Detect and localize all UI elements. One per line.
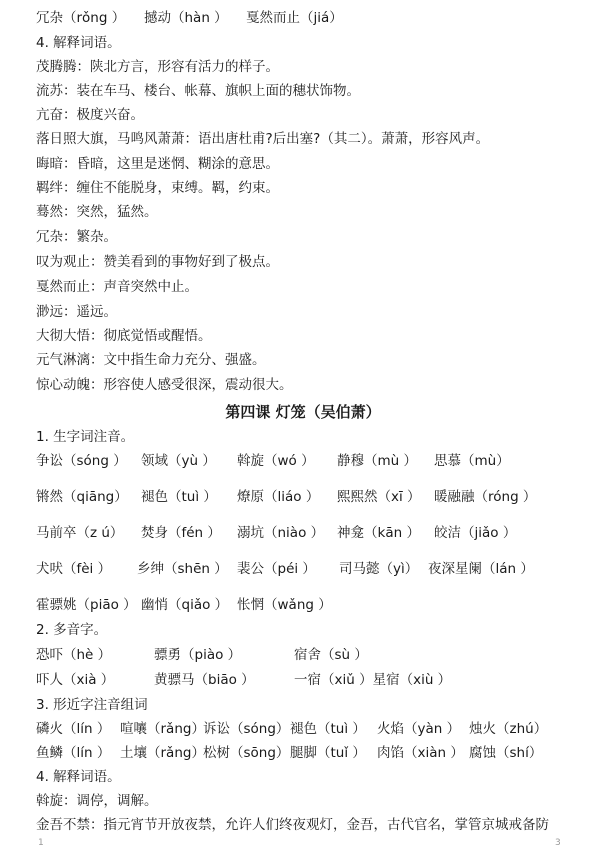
phonetic-item: 戛然而止（jiá） [246,10,343,26]
section-heading: 2. 多音字。 [36,622,108,638]
phonetic-item: 燎原（liáo ） [237,489,320,505]
definition-line: 金吾不禁：指元宵节开放夜禁，允许人们终夜观灯，金吾，古代官名，掌管京城戒备防 [36,817,549,833]
phonetic-item: 领域（yù ） [141,453,216,469]
phonetic-item: 斡旋（wó ） [237,453,315,469]
phonetic-item: 司马懿（yì） [339,561,419,577]
definition-line: 渺远：遥远。 [36,304,117,320]
polyphone-item: 一宿（xiǔ ）星宿（xiù ） [294,672,452,688]
phonetic-item: 裴公（péi ） [237,561,316,577]
polyphone-item: 宿舍（sù ） [294,647,368,663]
phonetic-item: 犬吠（fèi ） [36,561,112,577]
similar-char-item: 肉馅（xiàn ） [377,745,464,761]
phonetic-item: 幽悄（qiǎo ） [141,597,229,613]
page-number-left: 1 [38,838,44,848]
definition-line: 晦暗：昏暗，这里是迷惘、糊涂的意思。 [36,156,279,172]
polyphone-item: 恐吓（hè ） [36,647,112,663]
similar-char-item: 土壤（rǎng） [120,745,205,761]
phonetic-item: 撼动（hàn ） [144,10,228,26]
phonetic-item: 神龛（kān ） [337,525,420,541]
similar-char-item: 烛火（zhú） [469,721,548,737]
phonetic-item: 溺坑（niào ） [237,525,325,541]
similar-char-item: 褪色（tuì ） [290,721,366,737]
definition-line: 落日照大旗，马鸣风萧萧：语出唐杜甫?后出塞?（其二）。萧萧，形容风声。 [36,131,490,147]
definition-line: 冗杂：繁杂。 [36,229,117,245]
phonetic-item: 熙熙然（xī ） [337,489,421,505]
phonetic-item: 锵然（qiāng） [36,489,128,505]
similar-char-item: 腐蚀（shí） [469,745,543,761]
definition-line: 斡旋：调停，调解。 [36,793,158,809]
similar-char-item: 喧嚷（rǎng） [120,721,205,737]
similar-char-item: 火焰（yàn ） [377,721,461,737]
phonetic-item: 乡绅（shēn ） [137,561,228,577]
section-heading: 4. 解释词语。 [36,35,121,51]
definition-line: 大彻大悟：彻底觉悟或醒悟。 [36,328,212,344]
similar-char-item: 腿脚（tuǐ ） [290,745,366,761]
similar-char-item: 磷火（lín ） [36,721,111,737]
polyphone-item: 黄骠马（biāo ） [154,672,255,688]
definition-line: 羁绊：缠住不能脱身，束缚。羁，约束。 [36,180,279,196]
phonetic-item: 马前卒（z ú） [36,525,124,541]
definition-line: 叹为观止：赞美看到的事物好到了极点。 [36,254,279,270]
phonetic-item: 怅惘（wǎng ） [237,597,332,613]
definition-line: 元气淋漓：文中指生命力充分、强盛。 [36,352,266,368]
phonetic-item: 冗杂（rǒng ） [36,10,126,26]
phonetic-item: 褪色（tuì ） [141,489,217,505]
similar-char-item: 诉讼（sóng） [203,721,290,737]
section-heading: 1. 生字词注音。 [36,429,135,445]
phonetic-item: 霍骠姚（piāo ） [36,597,137,613]
phonetic-item: 皎洁（jiǎo ） [434,525,517,541]
phonetic-item: 夜深星阑（lán ） [428,561,534,577]
polyphone-item: 骠勇（piào ） [154,647,242,663]
definition-line: 蓦然：突然，猛然。 [36,204,158,220]
definition-line: 茂腾腾：陕北方言，形容有活力的样子。 [36,59,279,75]
similar-char-item: 鱼鳞（lín ） [36,745,111,761]
phonetic-item: 思慕（mù） [434,453,510,469]
polyphone-item: 吓人（xià ） [36,672,115,688]
page-number-right: 3 [555,838,561,848]
phonetic-item: 暖融融（róng ） [434,489,537,505]
phonetic-item: 争讼（sóng ） [36,453,127,469]
section-heading: 4. 解释词语。 [36,769,121,785]
definition-line: 亢奋：极度兴奋。 [36,107,144,123]
definition-line: 惊心动魄：形容使人感受很深，震动很大。 [36,377,293,393]
similar-char-item: 松树（sōng） [203,745,290,761]
lesson-title: 第四课 灯笼（吴伯萧） [225,403,381,421]
definition-line: 流苏：装在车马、楼台、帐幕、旗帜上面的穗状饰物。 [36,83,360,99]
phonetic-item: 静穆（mù ） [337,453,417,469]
section-heading: 3. 形近字注音组词 [36,697,148,713]
definition-line: 戛然而止：声音突然中止。 [36,279,198,295]
phonetic-item: 焚身（fén ） [141,525,221,541]
